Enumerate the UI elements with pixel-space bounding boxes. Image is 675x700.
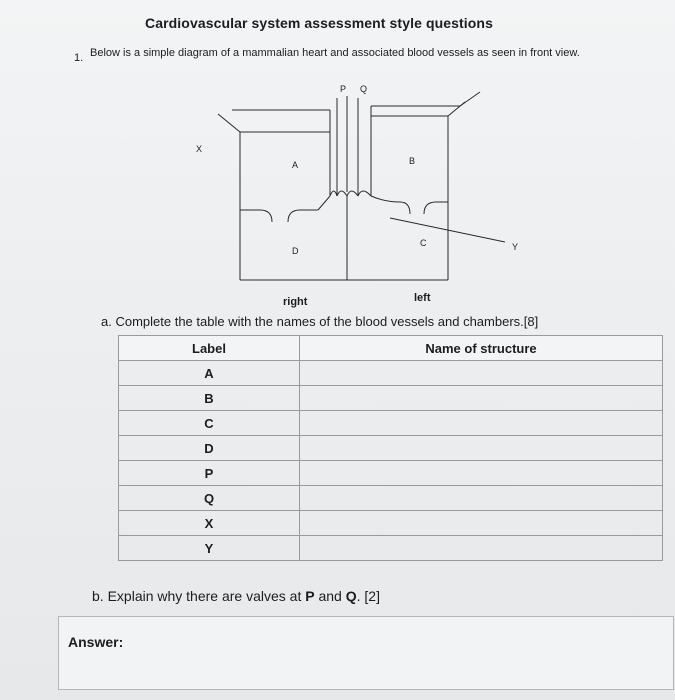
row-label: X [119, 511, 300, 536]
label-a: A [292, 160, 299, 170]
left-av-valve-right [424, 202, 448, 214]
structures-table [118, 335, 663, 561]
row-label: D [119, 436, 300, 461]
answer-box[interactable] [58, 616, 674, 690]
label-left-side: left [414, 292, 431, 304]
right-av-valve-left [240, 210, 272, 222]
header-name-of-structure: Name of structure [300, 336, 663, 361]
vena-cava-lower [218, 114, 240, 132]
structure-answer-cell[interactable] [300, 536, 663, 561]
part-b-instruction [92, 588, 380, 604]
part-a-instruction [101, 314, 538, 329]
label-y: Y [512, 242, 519, 252]
table-header-row [119, 336, 663, 361]
part-b-prefix: b. [92, 588, 104, 604]
structure-answer-cell[interactable] [300, 411, 663, 436]
table-row [119, 411, 663, 436]
part-b-text: Explain why there are valves at [107, 588, 302, 604]
pulmonary-vein-tip [460, 92, 480, 106]
heart-diagram [190, 80, 520, 305]
label-c: C [420, 238, 427, 248]
left-av-valve-left [371, 196, 410, 214]
row-label: Y [119, 536, 300, 561]
label-p: P [340, 84, 347, 94]
part-a-prefix: a. [101, 314, 112, 329]
table-row [119, 386, 663, 411]
right-av-valve-right [288, 210, 318, 222]
table-row [119, 486, 663, 511]
part-a-text: Complete the table with the names of the blood vessels and chambers. [115, 314, 524, 329]
structure-answer-cell[interactable] [300, 486, 663, 511]
row-label: A [119, 361, 300, 386]
row-label: Q [119, 486, 300, 511]
answer-label: Answer: [68, 634, 124, 650]
row-label: C [119, 411, 300, 436]
question-number: 1. [74, 52, 84, 64]
table-row [119, 461, 663, 486]
label-x: X [196, 144, 203, 154]
structure-answer-cell[interactable] [300, 386, 663, 411]
label-b: B [409, 156, 416, 166]
table-row [119, 436, 663, 461]
part-b-p: P [305, 588, 315, 604]
page-title: Cardiovascular system assessment style questions [145, 15, 493, 31]
table-row [119, 361, 663, 386]
part-b-q: Q [345, 588, 357, 604]
question-text: Below is a simple diagram of a mammalian heart and associated blood vessels as seen in front view. [90, 47, 580, 59]
structure-answer-cell[interactable] [300, 361, 663, 386]
semilunar-valves [330, 191, 371, 196]
label-right-side: right [283, 296, 308, 308]
part-b-and: and [318, 588, 342, 604]
label-q: Q [360, 84, 368, 94]
table-row [119, 511, 663, 536]
structure-answer-cell[interactable] [300, 436, 663, 461]
label-d: D [292, 246, 299, 256]
header-label: Label [119, 336, 300, 361]
part-a-marks: [8] [523, 314, 539, 329]
part-b-marks: . [2] [356, 588, 380, 604]
table-row [119, 536, 663, 561]
row-label: P [119, 461, 300, 486]
structure-answer-cell[interactable] [300, 461, 663, 486]
row-label: B [119, 386, 300, 411]
structure-answer-cell[interactable] [300, 511, 663, 536]
